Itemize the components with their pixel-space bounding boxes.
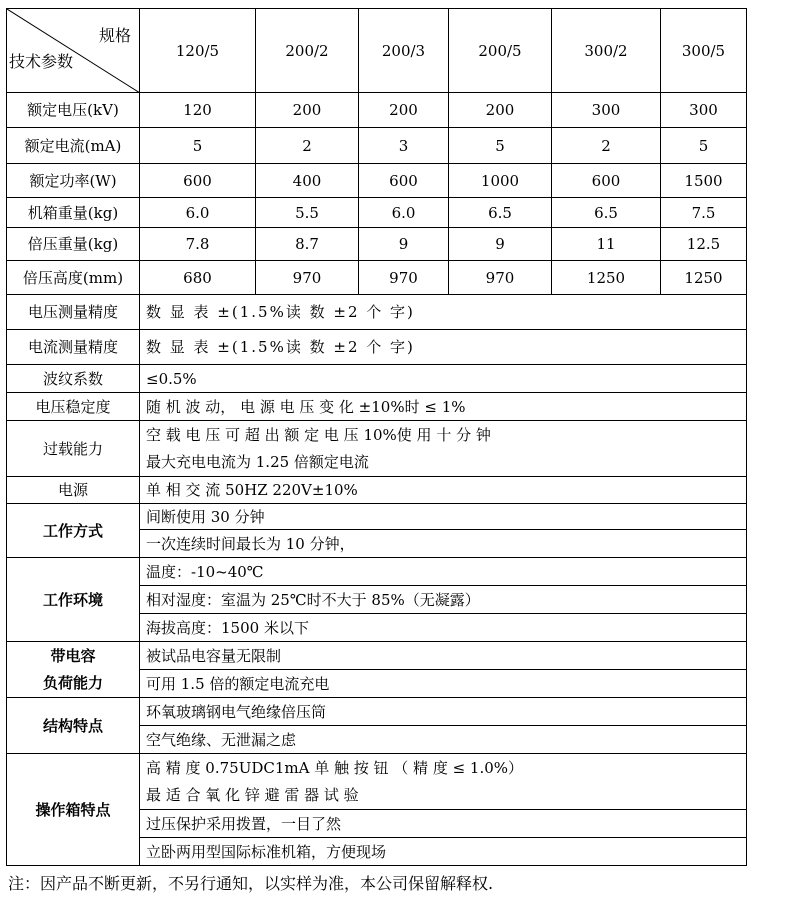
table-cell: 6.0 <box>359 198 449 228</box>
table-cell: 立卧两用型国际标准机箱，方便现场 <box>140 838 747 866</box>
row-label: 结构特点 <box>7 698 140 754</box>
corner-header-cell <box>7 9 140 93</box>
model-header: 300/5 <box>661 9 747 93</box>
table-row <box>7 261 747 295</box>
row-label: 工作方式 <box>7 504 140 558</box>
table-cell: 400 <box>256 164 359 198</box>
row-label: 额定功率(W) <box>7 164 140 198</box>
model-header: 200/3 <box>359 9 449 93</box>
table-cell: 5 <box>661 128 747 164</box>
table-cell: 600 <box>140 164 256 198</box>
table-cell: 1250 <box>661 261 747 295</box>
table-cell: 200 <box>359 93 449 128</box>
row-label: 机箱重量(kg) <box>7 198 140 228</box>
model-header: 200/5 <box>449 9 552 93</box>
table-cell: 300 <box>661 93 747 128</box>
table-row <box>7 295 747 330</box>
table-cell: 9 <box>449 228 552 261</box>
table-cell: 120 <box>140 93 256 128</box>
table-row <box>7 164 747 198</box>
table-row <box>7 504 747 530</box>
table-row <box>7 228 747 261</box>
row-label: 波纹系数 <box>7 365 140 393</box>
table-row <box>7 93 747 128</box>
table-cell: 空 载 电 压 可 超 出 额 定 电 压 10%使 用 十 分 钟 <box>140 421 747 449</box>
table-cell: 随 机 波 动， 电 源 电 压 变 化 ±10%时 ≤ 1% <box>140 393 747 421</box>
table-cell: 数 显 表 ±(1.5%读 数 ±2 个 字) <box>140 295 747 330</box>
table-cell: 5 <box>140 128 256 164</box>
table-cell: 680 <box>140 261 256 295</box>
row-label: 额定电流(mA) <box>7 128 140 164</box>
table-cell: 环氧玻璃钢电气绝缘倍压筒 <box>140 698 747 726</box>
row-label: 过载能力 <box>7 421 140 477</box>
table-row <box>7 393 747 421</box>
table-cell: 最 适 合 氧 化 锌 避 雷 器 试 验 <box>140 782 747 810</box>
table-cell: 海拔高度：1500 米以下 <box>140 614 747 642</box>
table-cell: 空气绝缘、无泄漏之虑 <box>140 726 747 754</box>
table-cell: 单 相 交 流 50HZ 220V±10% <box>140 477 747 504</box>
table-cell: 8.7 <box>256 228 359 261</box>
table-row <box>7 365 747 393</box>
table-cell: 过压保护采用拨置，一目了然 <box>140 810 747 838</box>
table-cell: 200 <box>449 93 552 128</box>
table-cell: 被试品电容量无限制 <box>140 642 747 670</box>
row-label: 电压稳定度 <box>7 393 140 421</box>
table-cell: 1000 <box>449 164 552 198</box>
row-label <box>7 642 140 698</box>
table-cell: 11 <box>552 228 661 261</box>
header-row <box>7 9 747 93</box>
model-header: 120/5 <box>140 9 256 93</box>
table-cell: 相对湿度：室温为 25℃时不大于 85%（无凝露） <box>140 586 747 614</box>
table-row <box>7 642 747 670</box>
table-cell: 1250 <box>552 261 661 295</box>
table-row <box>7 558 747 586</box>
table-row <box>7 477 747 504</box>
table-cell: 7.8 <box>140 228 256 261</box>
table-row <box>7 330 747 365</box>
table-cell: 6.0 <box>140 198 256 228</box>
table-cell: 最大充电电流为 1.25 倍额定电流 <box>140 449 747 477</box>
model-header: 300/2 <box>552 9 661 93</box>
table-cell: 5 <box>449 128 552 164</box>
table-cell: 间断使用 30 分钟 <box>140 504 747 530</box>
table-cell: 数 显 表 ±(1.5%读 数 ±2 个 字) <box>140 330 747 365</box>
row-label-line: 带电容 <box>50 646 96 665</box>
diagonal-line <box>7 9 140 93</box>
table-cell: 一次连续时间最长为 10 分钟， <box>140 530 747 558</box>
table-cell: ≤0.5% <box>140 365 747 393</box>
table-cell: 2 <box>552 128 661 164</box>
table-cell: 970 <box>359 261 449 295</box>
table-cell: 9 <box>359 228 449 261</box>
row-label: 电压测量精度 <box>7 295 140 330</box>
spec-table <box>6 8 747 866</box>
row-label: 倍压重量(kg) <box>7 228 140 261</box>
row-label-line: 负荷能力 <box>42 673 103 692</box>
table-cell: 6.5 <box>552 198 661 228</box>
table-cell: 970 <box>449 261 552 295</box>
table-cell: 200 <box>256 93 359 128</box>
table-cell: 7.5 <box>661 198 747 228</box>
table-cell: 1500 <box>661 164 747 198</box>
row-label: 操作箱特点 <box>7 754 140 866</box>
table-cell: 2 <box>256 128 359 164</box>
table-cell: 300 <box>552 93 661 128</box>
row-label: 电流测量精度 <box>7 330 140 365</box>
table-cell: 6.5 <box>449 198 552 228</box>
corner-top-label: 规格 <box>98 26 131 45</box>
table-cell: 高 精 度 0.75UDC1mA 单 触 按 钮 （ 精 度 ≤ 1.0%） <box>140 754 747 782</box>
table-row <box>7 754 747 782</box>
row-label: 额定电压(kV) <box>7 93 140 128</box>
model-header: 200/2 <box>256 9 359 93</box>
table-cell: 12.5 <box>661 228 747 261</box>
table-cell: 可用 1.5 倍的额定电流充电 <box>140 670 747 698</box>
table-row <box>7 698 747 726</box>
table-cell: 温度：-10~40℃ <box>140 558 747 586</box>
table-cell: 970 <box>256 261 359 295</box>
table-cell: 600 <box>552 164 661 198</box>
table-row <box>7 198 747 228</box>
row-label: 倍压高度(mm) <box>7 261 140 295</box>
table-row <box>7 128 747 164</box>
row-label: 工作环境 <box>7 558 140 642</box>
table-cell: 5.5 <box>256 198 359 228</box>
table-row <box>7 421 747 449</box>
table-cell: 600 <box>359 164 449 198</box>
table-cell: 3 <box>359 128 449 164</box>
row-label: 电源 <box>7 477 140 504</box>
corner-bottom-label: 技术参数 <box>9 52 74 71</box>
footer-note: 注：因产品不断更新，不另行通知，以实样为准，本公司保留解释权. <box>8 874 494 893</box>
